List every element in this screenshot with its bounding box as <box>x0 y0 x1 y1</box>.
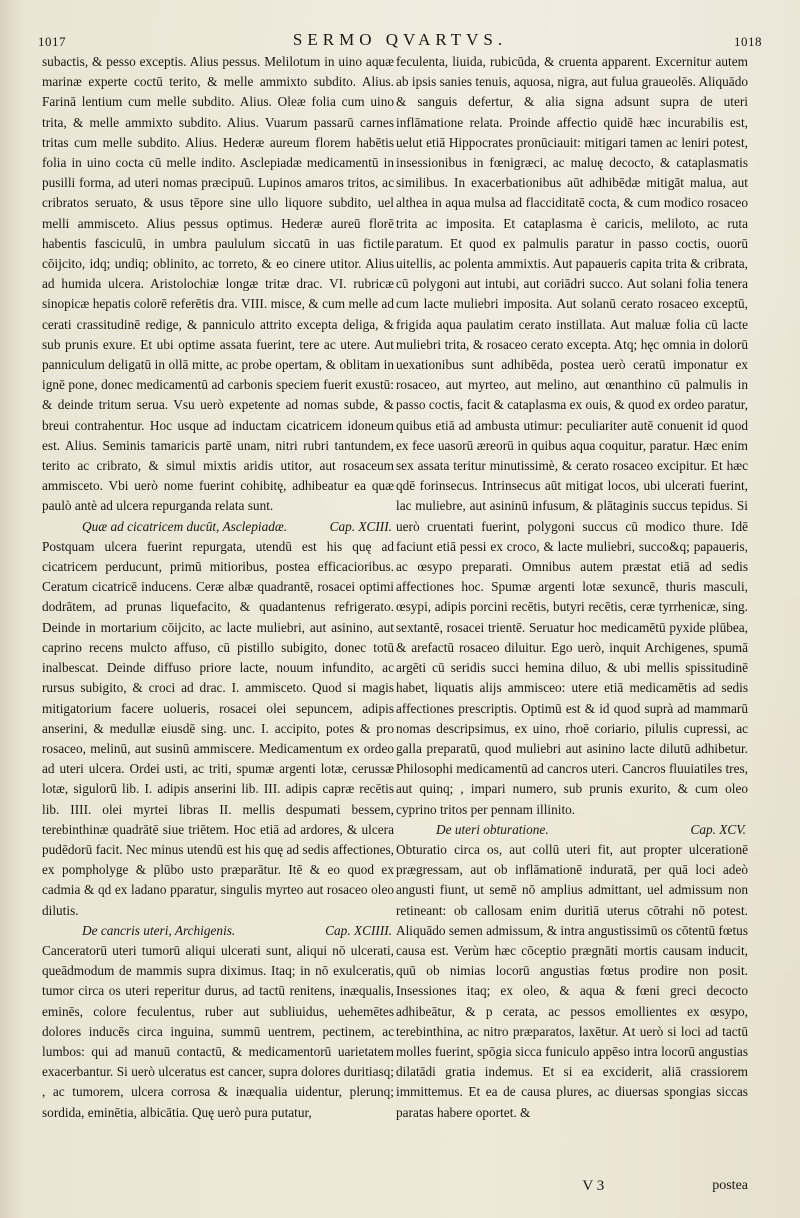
chapter-title: De uteri obturatione. <box>436 821 549 837</box>
chapter-number: Cap. XCIII. <box>329 518 392 534</box>
left-paragraph-1: subactis, & pesso exceptis. Alius pessus. Melilotum in uino aquæ marinæ experte coctū terito, & melle ammixto subdito. Alius. Farinā lentium cum melle subdito. Alius. Oleæ folia cum uino trita, & melle ammixto subdito. Alius. Vuarum passarū carnes tritas cum melle subdito. Alius. Hederæ aureum florem habētis folia in uino cocta cū melle indito. Asclepiadæ medicamentū in pusilli forma, ad uteri nomas præcipuū. Lupinos amaros tritos, ac cribratos seruato, & usus tēpore sine ullo liquore subdito, uel melli ammisceto. Alius pessus optimus. Hederæ aureū florē habentis fasciculū, in umbra paululum siccatū in uas fictile cōijcito, idq; undiq; oblinito, ac torreto, & eo cinere utitor. Alius ad humida ulcera. Aristolochiæ longæ tritæ drac. VI. rubricæ sinopicæ hepatis colorē referētis dra. VIII. misce, & cum melle ad cerati crassitudinē redige, & panniculo attrito excepta deliga, & sub prunis exure. Et ubi optime assata fuerint, tere ac utere. Aut panniculum deligatū in ollā mitte, ac probe opertam, & oblitam in ignē pone, donec medicamentū ad carbonis speciem fuerit exustū: & deinde tritum serua. Vsu uerò expetente ad nomas subde, & breui contrahentur. Hoc usque ad inductam cicatricem idoneum est. Alius. Seminis tamaricis partē unam, nitri rubri tantundem, terito ac cribrato, & simul mixtis aridis utitor, aut rosaceum ammisceto. Vbi uerò nome fuerint cohibitę, adhibeatur ea quæ paulò antè ad ulcera repurganda relata sunt. <box>42 54 394 514</box>
chapter-number: Cap. XCIIII. <box>325 922 392 938</box>
left-column <box>42 52 394 1123</box>
left-paragraph-2: Postquam ulcera fuerint repurgata, utendū est his quę ad cicatricem perducunt, primū mitioribus, postea efficacioribus. Ceratum cicatricē inducens. Ceræ albæ quadrantē, rosacei optimi dodrātem, ad prunas liquefacito, & quadantenus refrigerato. Deinde in mortarium cōijcito, ac lacte muliebri, aut asinino, aut caprino recens mulcto affuso, cū pistillo subigito, donec totū inalbescat. Deinde diffuso priore lacte, nouum infundito, ac rursus subigito, & croci ad drac. I. ammisceto. Quod si magis mitigatorium facere uolueris, rosacei olei sepuncem, adipis anserini, & medullæ eiusdē sing. unc. I. accipito, potes & pro rosaceo, melinū, aut susinū ammiscere. Medicamentum ex ordeo ad uteri ulcera. Ordei usti, ac triti, spumæ argenti lotæ, cerussæ lotæ, sigulorū lib. I. adipis anserini lib. III. adipis capræ recētis lib. IIII. olei myrtei libras II. mellis despumati bessem, terebinthinæ quadrātē siue triētem. Hoc etiā ad ardores, & ulcera pudēdorū facit. Nec minus utendū est his quę ad sedis affectiones, ex pompholyge & plūbo usto præparātur. Itē & eo quod ex cadmia & qd ex ladano pparatur, singulis myrteo aut rosaceo oleo dilutis. <box>42 538 394 918</box>
chapter-title: De cancris uteri, Archigenis. <box>82 922 236 938</box>
chapter-heading-94 <box>42 921 394 941</box>
signature-mark: V 3 <box>582 1178 605 1194</box>
left-paragraph-3: Canceratorū uteri tumorū aliqui ulcerati sunt, aliqui nō ulcerati, queādmodum de mammis supra diximus. Itaq; in nō exulceratis, tumor circa os uteri reperitur durus, ad tactū renitens, inæqualis, eminēs, colore feculentus, ruber aut subliuidus, uehemētes dolores inducēs circa inguina, summū uentrem, pectinem, ac lumbos: qui ad manuū contactū, & medicamentorū uarietatem exacerbantur. Si uerò ulceratus est cancer, supra dolores duritiasq; , ac tumorem, ulcera corrosa & inæqualia uidentur, plerunq; sordida, eminētia, albicātia. Quę uerò pura putatur, <box>42 942 394 1120</box>
chapter-heading-95 <box>396 820 748 840</box>
running-head: SERMO QVARTVS. <box>292 30 508 49</box>
chapter-number: Cap. XCV. <box>690 821 746 837</box>
catchword: postea <box>712 1178 748 1193</box>
chapter-title: Quæ ad cicatricem ducūt, Asclepiadæ. <box>82 518 288 534</box>
chapter-heading-93 <box>42 517 394 537</box>
right-page-number: 1018 <box>734 34 762 49</box>
right-column <box>396 52 748 1123</box>
right-paragraph-2: Obturatio circa os, aut collū uteri fit, aut propter ulcerationē prægressam, aut ob inflāmationē induratā, per quā loci adeò angusti fiunt, ut semē nō amplius admittant, uel admissum non retineant: ob callosam enim duritiā uterus cōtrahi nō potest. Aliquādo semen admissum, & intra angustissimū os cōtentū fœtus causa est. Verùm hæc cōceptio prægnāti mortis causam inducit, quū ob nimias locorū angustias fœtus prodire non posit. Insessiones itaq; ex oleo, & aqua & fœni greci decocto adhibeātur, & p cerata, ac pessos emollientes ex œsypo, terebinthina, ac nitro præparatos, laxētur. At uerò si loci ad tactū molles fuerint, spōgia sicca funiculo appēso intra locorū angustias dilatādi gratia indemus. Et si ea exciderit, aliā crassiorem immittemus. Et ea de causa plures, ac diuersas spongias siccas paratas habere oportet. & <box>396 841 748 1120</box>
page-footer <box>396 1178 748 1195</box>
left-page-number: 1017 <box>38 34 66 49</box>
right-paragraph-1: feculenta, liuida, rubicūda, & cruenta apparent. Excernitur autem ab ipsis sanies tenuis, aquosa, nigra, aut fulua graueolēs. Aliquādo & sanguis defertur, & alia signa adsunt supra de uteri inflāmatione relata. Proinde affectio quidē hæc incurabilis est, uelut etiā Hippocrates pronūciauit: mitigari tamen ac leniri potest, insessionibus in fœnigræci, ac maluę decocto, & cataplasmatis similibus. In exacerbationibus aūt adhibēdæ mitigāt malua, aut althea in aqua mulsa ad flacciditatē cocta, & cum modico rosaceo trita ac imposita. Et cataplasma è caricis, meliloto, ac ruta paratum. Et quod ex palmulis paratur in passo coctis, ouorū uitellis, ac polenta ammixtis. Aut papaueris capita trita & cribrata, cū polygoni aut intubi, aut coriādri succo. Aut solani folia tenera cum lacte muliebri imposita. Aut solanū cerato rosaceo exceptū, frigida aqua paulatim cerato instillata. Aut maluæ folia cū lacte muliebri trita, & rosaceo cerato excepta. Atq; hęc omnia in dolorū uexationibus sunt adhibēda, postea uerò ceratū imponatur ex rosaceo, aut myrteo, aut melino, aut œnanthino cū palmulis in passo coctis, facit & cataplasma ex ouis, & quod ex ordeo paratur, quibus etiā ad ambusta utimur: peculiariter autē conuenit id quod ex fece uasorū æreorū in quibus aqua coquitur, paratur. Hæc enim sex assata teritur minutissimè, & cerato rosaceo excipitur. Et hæc qdē forinsecus. Intrinsecus aūt mitigat locos, ubi ulcerati fuerint, lac muliebre, aut asininū infusum, & plātaginis succus tepidus. Si uerò cruentati fuerint, polygoni succus cū modico thure. Idē faciunt etiā pessi ex croco, & lacte muliebri, succo&q; papaueris, ac œsypo preparati. Omnibus autem præstat etiā ad sedis affectiones hoc. Spumæ argenti lotæ sexuncē, thuris masculi, œsypi, adipis porcini recētis, butyri recētis, ceræ tyrrhenicæ, sing. sextantē, rosacei trientē. Seruatur hoc medicamētū pyxide plūbea, & arefactū rosaceo diluitur. Ego uerò, inquit Archigenes, spumā argēti cū seridis succi hemina diluo, & ubi mellis spissitudinē habet, liquatis alijs ammisceo: utere etiā medicamētis ad sedis affectiones prescriptis. Optimū est & id quod suprà ad mammarū nomas descripsimus, ex uino, rhoē coriario, pilulis cupressi, ac galla preparatū, quod muliebri aut asinino lacte dilutū adhibetur. Philosophi medicamentū ad cancros uteri. Cancros fluuiatiles tres, aut quinq; , impari numero, sub prunis exurito, & cum oleo cyprino tritos per pennam illinito. <box>396 54 748 817</box>
